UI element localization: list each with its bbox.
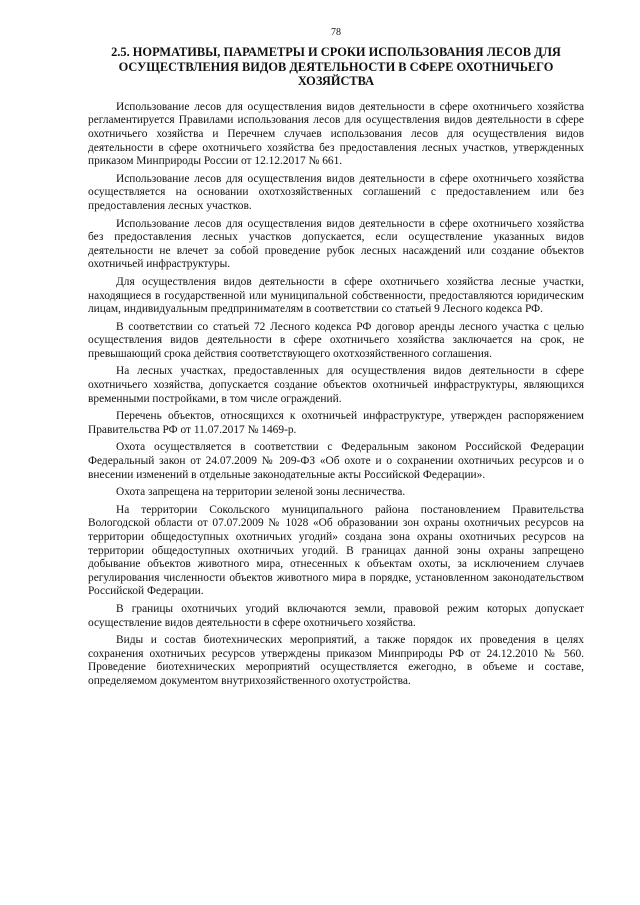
paragraph: Для осуществления видов деятельности в сфере охотничьего хозяйства лесные участки, находящиеся в государственной или муниципальной собственности, предоставляются юридическим лицам, индивидуальным предпринимателям в соответствии со статьей 9 Лесного кодекса РФ.	[88, 275, 584, 316]
paragraph: На лесных участках, предоставленных для осуществления видов деятельности в сфере охотничьего хозяйства, допускается создание объектов охотничьей инфраструктуры, являющихся временными постройками, в том числе ограждений.	[88, 365, 584, 405]
paragraph: Использование лесов для осуществления видов деятельности в сфере охотничьего хозяйства без предоставления лесных участков допускается, если осуществление указанных видов деятельности не влечет за собой проведение рубок лесных насаждений или создание объектов охотничьей инфраструктуры.	[88, 217, 584, 271]
paragraph: Виды и состав биотехнических мероприятий, а также порядок их проведения в целях сохранения охотничьих ресурсов утверждены приказом Минприроды РФ от 24.12.2010 № 560. Проведение биотехнических мероприятий осуществляется ежегодно, в объеме и составе, определяемом документом внутрихозяйственного охотустройства.	[88, 634, 584, 687]
paragraph: Использование лесов для осуществления видов деятельности в сфере охотничьего хозяйства регламентируется Правилами использования лесов для осуществления видов деятельности в сфере охотничьего хозяйства и Перечнем случаев использования лесов для осуществления видов деятельности в сфере охотничьего хозяйства без предоставления лесных участков, утвержденных приказом Минприроды России от 12.12.2017 № 661.	[88, 100, 584, 168]
paragraph: На территории Сокольского муниципального района постановлением Правительства Вологодской области от 07.07.2009 № 1028 «Об образовании зон охраны охотничьих ресурсов на территории общедоступных охотничьих угодий» создана зона охраны охотничьих ресурсов на территории общедоступных охотничьих угодий. В границах данной зоны охраны запрещено добывание объектов животного мира, отнесенных к объектам охоты, за исключением случаев регулирования численности объектов животного мира в порядке, установленном законодательством Российской Федерации.	[88, 503, 584, 598]
document-body	[88, 101, 584, 689]
paragraph: Использование лесов для осуществления видов деятельности в сфере охотничьего хозяйства осуществляется на основании охотхозяйственных соглашений с предоставлением или без предоставления лесных участков.	[88, 172, 584, 212]
section-heading: 2.5. НОРМАТИВЫ, ПАРАМЕТРЫ И СРОКИ ИСПОЛЬЗОВАНИЯ ЛЕСОВ ДЛЯ ОСУЩЕСТВЛЕНИЯ ВИДОВ ДЕЯТЕЛЬНОСТИ В СФЕРЕ ОХОТНИЧЬЕГО ХОЗЯЙСТВА	[111, 45, 561, 89]
page-number: 78	[331, 27, 341, 38]
paragraph: Охота осуществляется в соответствии с Федеральным законом Российской Федерации Федеральный закон от 24.07.2009 № 209-ФЗ «Об охоте и о сохранении охотничьих ресурсов и о внесении изменений в отдельные законодательные акты Российской Федерации».	[88, 441, 584, 481]
paragraph: В границы охотничьих угодий включаются земли, правовой режим которых допускает осуществление видов деятельности в сфере охотничьего хозяйства.	[88, 602, 584, 629]
paragraph: В соответствии со статьей 72 Лесного кодекса РФ договор аренды лесного участка с целью осуществления видов деятельности в сфере охотничьего хозяйства заключается на срок, не превышающий срока действия соответствующего охотхозяйственного соглашения.	[88, 320, 584, 360]
paragraph: Охота запрещена на территории зеленой зоны лесничества.	[116, 486, 406, 499]
paragraph: Перечень объектов, относящихся к охотничьей инфраструктуре, утвержден распоряжением Правительства РФ от 11.07.2017 № 1469-р.	[88, 410, 584, 436]
